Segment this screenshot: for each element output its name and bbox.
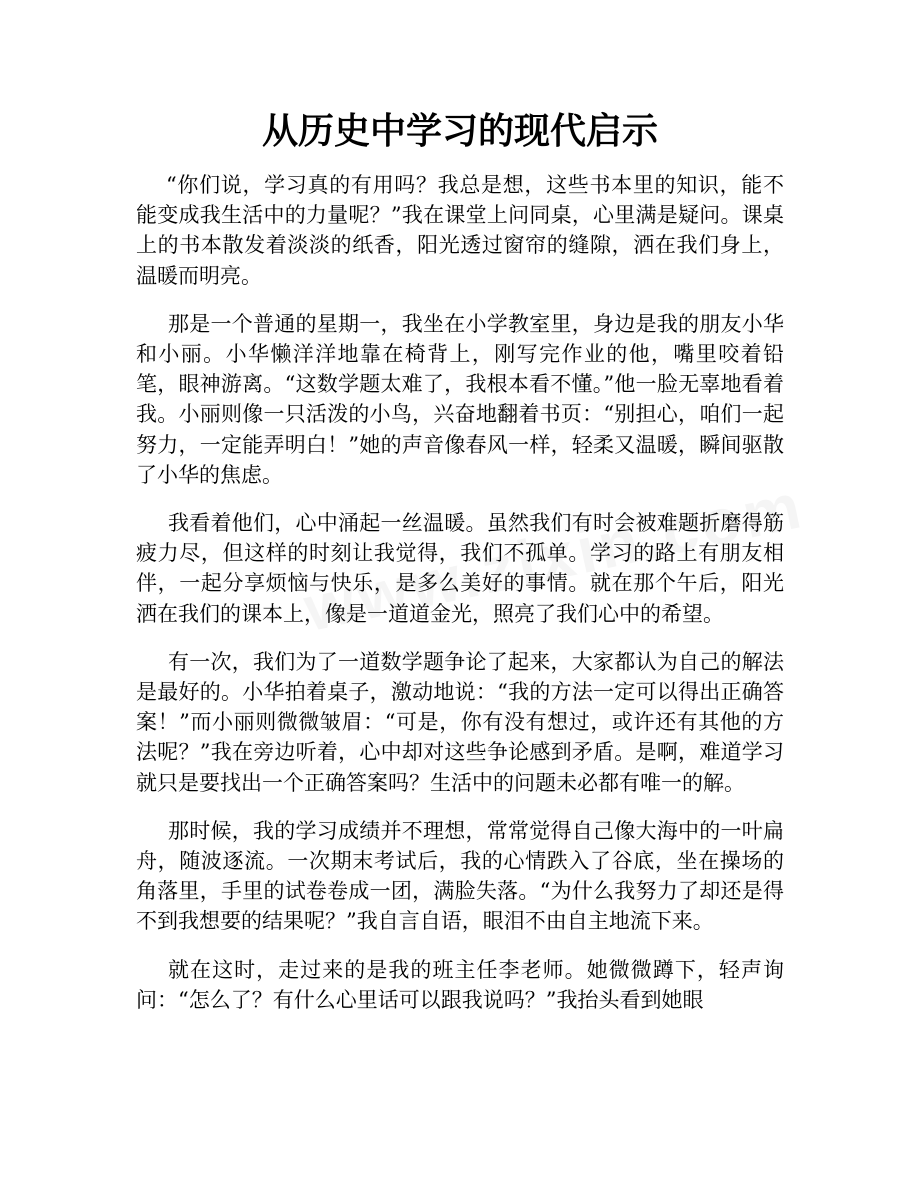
paragraph: 那是一个普通的星期一，我坐在小学教室里，身边是我的朋友小华和小丽。小华懒洋洋地靠在椅背上，刚写完作业的他，嘴里咬着铅笔，眼神游离。“这数学题太难了，我根本看不懂。”他一脸无辜地看着我。小丽则像一只活泼的小鸟，兴奋地翻着书页：“别担心，咱们一起努力，一定能弄明白！”她的声音像春风一样，轻柔又温暖，瞬间驱散了小华的焦虑。 xyxy=(136,311,784,487)
paragraph: “你们说，学习真的有用吗？我总是想，这些书本里的知识，能不能变成我生活中的力量呢？”我在课堂上问同桌，心里满是疑问。课桌上的书本散发着淡淡的纸香，阳光透过窗帘的缝隙，洒在我们身上，温暖而明亮。 xyxy=(136,173,784,288)
paragraph: 有一次，我们为了一道数学题争论了起来，大家都认为自己的解法是最好的。小华拍着桌子，激动地说：“我的方法一定可以得出正确答案！”而小丽则微微皱眉：“可是，你有没有想过，或许还有其他的方法呢？”我在旁边听着，心中却对这些争论感到矛盾。是啊，难道学习就只是要找出一个正确答案吗？生活中的问题未必都有唯一的解。 xyxy=(136,649,784,795)
paragraph: 那时候，我的学习成绩并不理想，常常觉得自己像大海中的一叶扁舟，随波逐流。一次期末考试后，我的心情跌入了谷底，坐在操场的角落里，手里的试卷卷成一团，满脸失落。“为什么我努力了却还是得不到我想要的结果呢？”我自言自语，眼泪不由自主地流下来。 xyxy=(136,818,784,934)
document-title: 从历史中学习的现代启示 xyxy=(261,111,658,152)
paragraph: 我看着他们，心中涌起一丝温暖。虽然我们有时会被难题折磨得筋疲力尽，但这样的时刻让我觉得，我们不孤单。学习的路上有朋友相伴，一起分享烦恼与快乐，是多么美好的事情。就在那个午后，阳光洒在我们的课本上，像是一道道金光，照亮了我们心中的希望。 xyxy=(136,511,784,626)
document-body xyxy=(136,170,784,1033)
paragraph: 就在这时，走过来的是我的班主任李老师。她微微蹲下，轻声询问：“怎么了？有什么心里话可以跟我说吗？”我抬头看到她眼 xyxy=(136,957,784,1012)
